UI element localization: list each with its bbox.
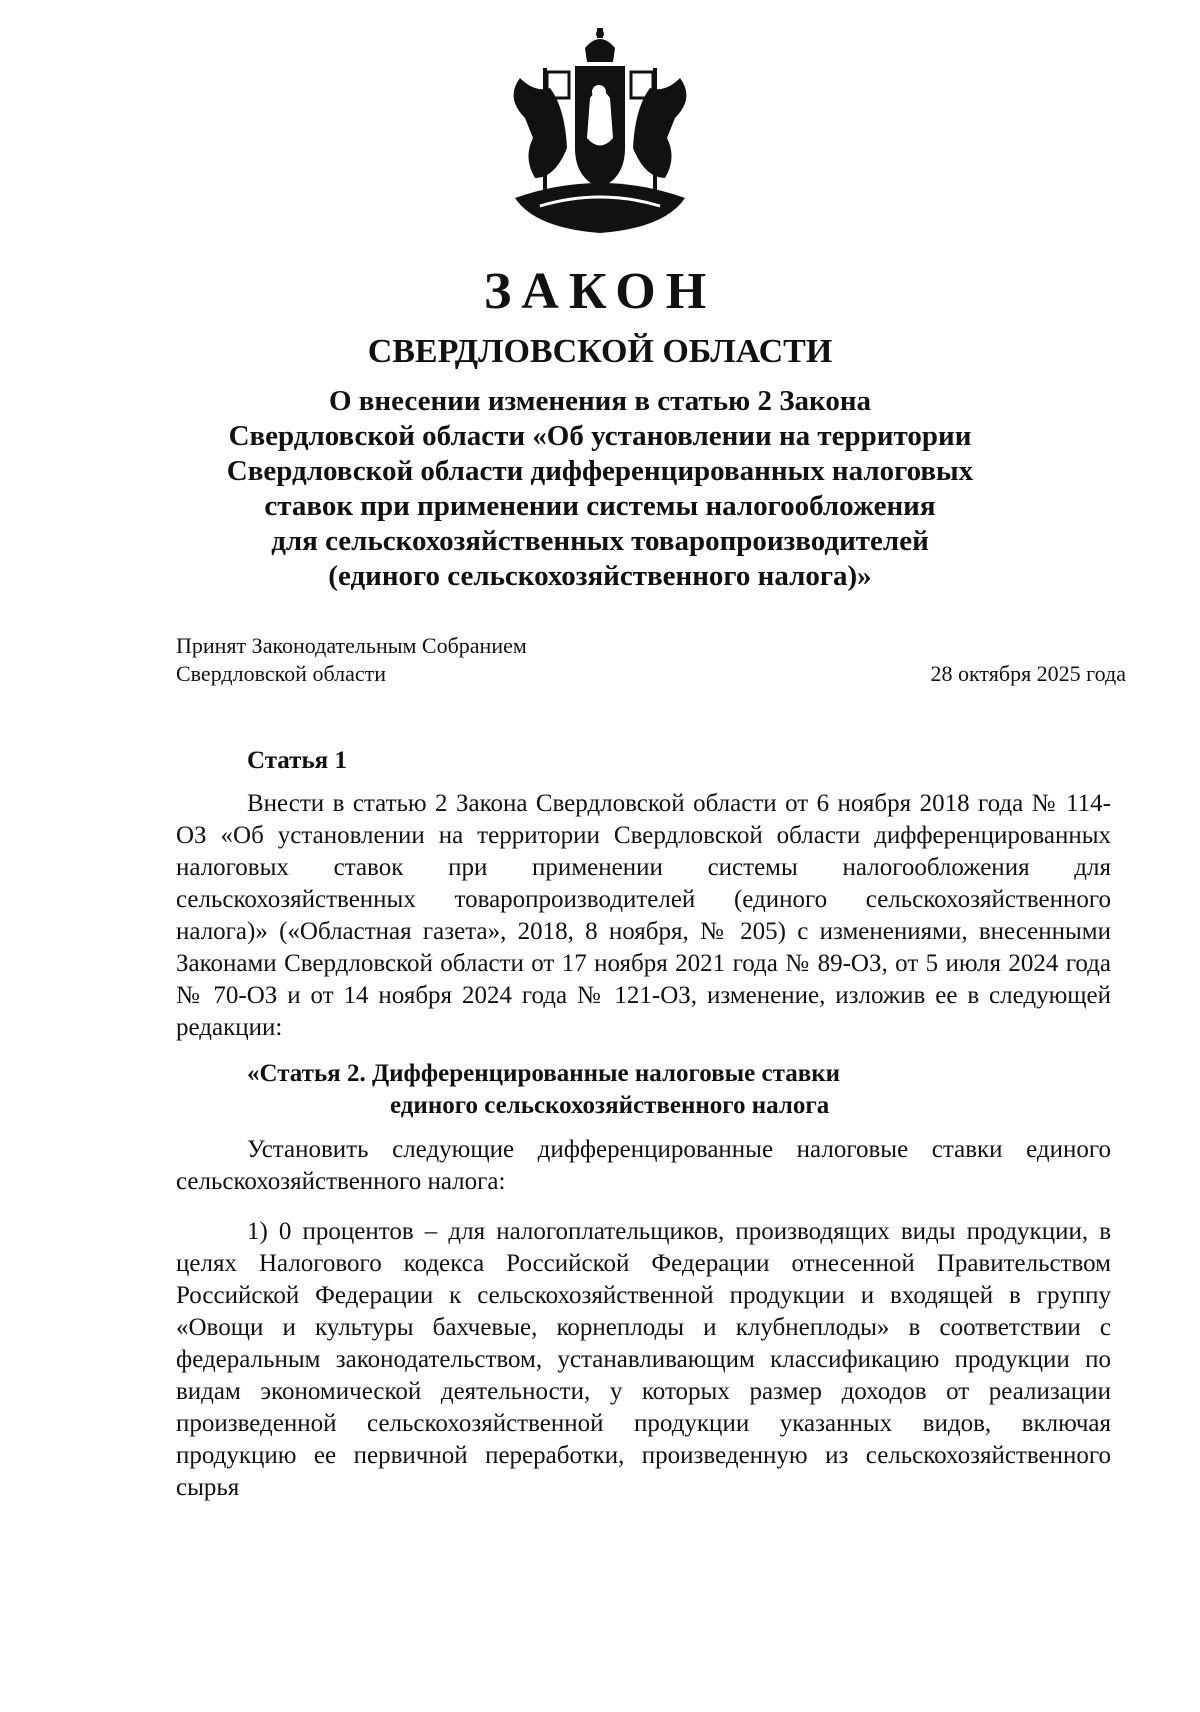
document-subtitle: СВЕРДЛОВСКОЙ ОБЛАСТИ xyxy=(367,333,833,370)
adoption-line: Свердловской области xyxy=(176,661,386,686)
law-name-line: ставок при применении системы налогообложения xyxy=(264,490,936,522)
adoption-block xyxy=(176,632,1126,688)
new-article-item-1: 1) 0 процентов – для налогоплательщиков, производящих виды продукции, в целях Налогового кодекса Российской Федерации отнесенной Правительством Российской Федерации к сельскохозяйственной продукции и входящей в группу «Овощи и культуры бахчевые, корнеплоды и клубнеплоды» в соответствии с федеральным законодательством, устанавливающим классификацию продукции по видам экономической деятельности, у которых размер доходов от реализации произведенной сельскохозяйственной продукции указанных видов, включая продукцию ее первичной переработки, произведенную из сельскохозяйственного сырья xyxy=(176,1218,1111,1501)
new-article-heading xyxy=(247,1058,1067,1122)
law-name-line: О внесении изменения в статью 2 Закона xyxy=(328,385,872,417)
adoption-line: Принят Законодательным Собранием xyxy=(176,633,527,658)
article-1-text: Внести в статью 2 Закона Свердловской области от 6 ноября 2018 года № 114-ОЗ «Об установлении на территории Свердловской области дифференцированных налоговых ставок при применении системы налогообложения для сельскохозяйственных товаропроизводителей (единого сельскохозяйственного налога)» («Областная газета», 2018, 8 ноября, № 205) с изменениями, внесенными Законами Свердловской области от 17 ноября 2021 года № 89-ОЗ, от 5 июля 2024 года № 70-ОЗ и от 14 ноября 2024 года № 121-ОЗ, изменение, изложив ее в следующей редакции: xyxy=(176,790,1111,1041)
law-name-line: (единого сельскохозяйственного налога)» xyxy=(328,560,872,592)
law-name xyxy=(0,384,1200,594)
adoption-date: 28 октября 2025 года xyxy=(930,661,1126,686)
document-title: ЗАКОН xyxy=(483,263,717,320)
new-article-heading-line: единого сельскохозяйственного налога xyxy=(390,1092,830,1119)
law-name-line: Свердловской области «Об установлении на территории xyxy=(228,420,972,452)
article-1-heading: Статья 1 xyxy=(247,747,347,774)
new-article-intro: Установить следующие дифференцированные налоговые ставки единого сельскохозяйственного налога: xyxy=(176,1136,1111,1195)
law-name-line: Свердловской области дифференцированных налоговых xyxy=(226,455,974,487)
new-article-heading-line: «Статья 2. Дифференцированные налоговые ставки xyxy=(247,1060,841,1087)
law-name-line: для сельскохозяйственных товаропроизводителей xyxy=(271,525,929,557)
coat-of-arms-emblem xyxy=(495,28,705,238)
